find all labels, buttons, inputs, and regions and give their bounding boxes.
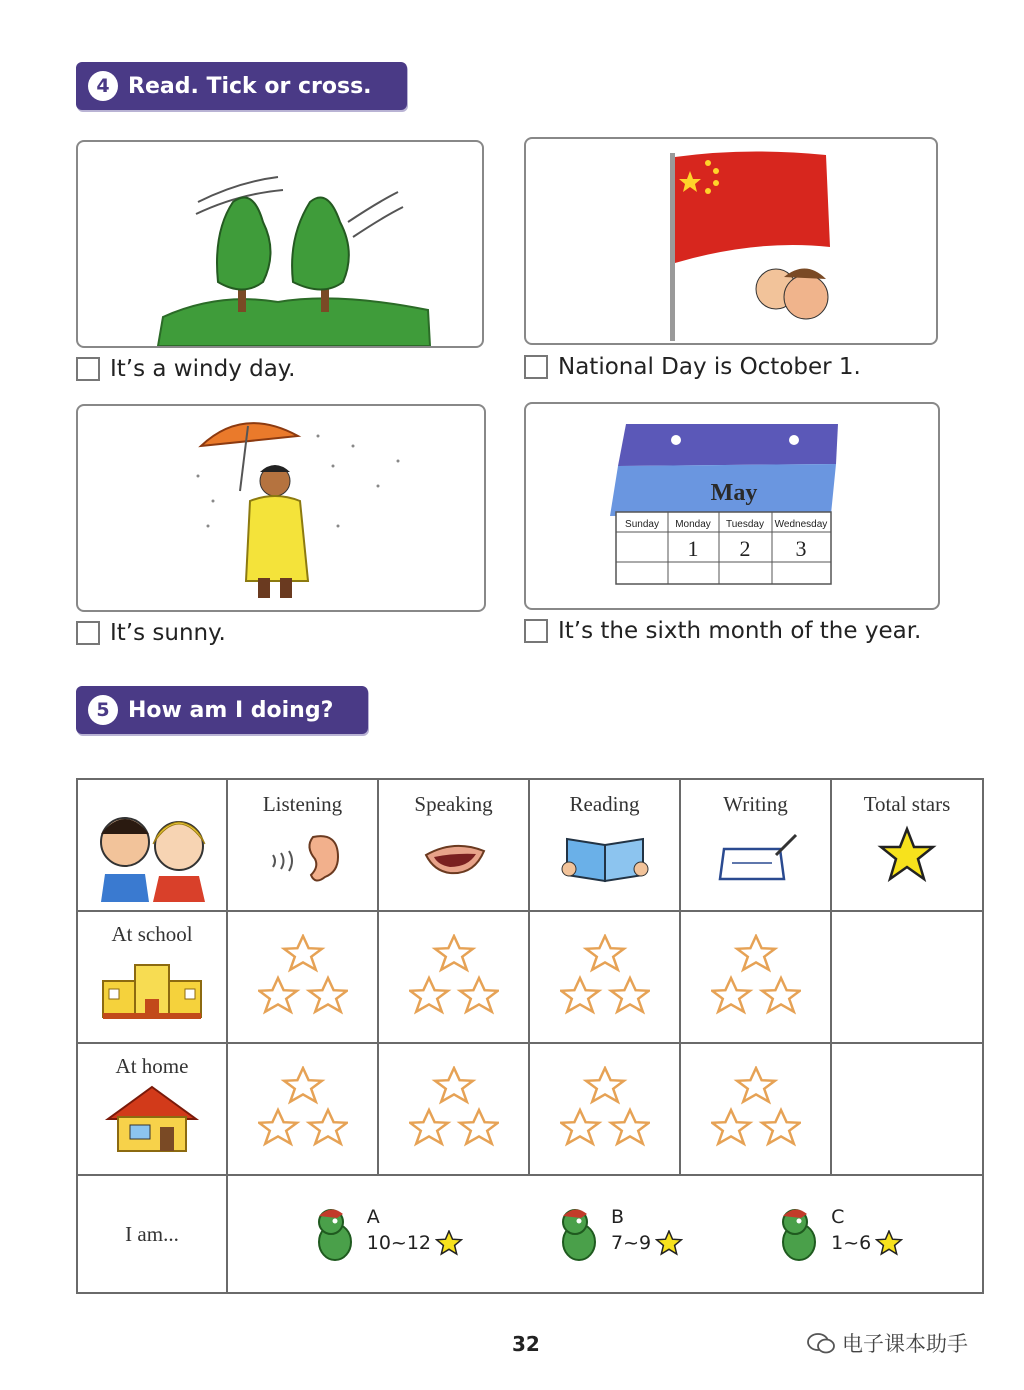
star-icon [877,825,937,885]
star-icon [655,1230,683,1256]
stars-cell [529,1043,680,1175]
rating-star-icon[interactable] [435,936,473,970]
column-header: Total stars [863,792,951,816]
watermark [806,1328,968,1358]
star-icon [875,1230,903,1256]
total-stars-input-cell[interactable] [831,1043,983,1175]
stars-cell [378,911,529,1043]
header-cell [227,779,378,911]
stars-cell [227,911,378,1043]
wechat-icon [806,1330,836,1356]
rating-star-icon[interactable] [611,1110,649,1144]
boy-with-umbrella-illustration [78,406,484,610]
row-label: I am... [125,1221,179,1246]
notebook-icon [706,827,806,887]
school-icon [97,955,207,1021]
star-rating-group [258,1066,348,1148]
tick-box-sixth-month[interactable] [524,619,548,643]
stars-cell [378,1043,529,1175]
rating-star-icon[interactable] [712,978,750,1012]
rating-star-icon[interactable] [410,978,448,1012]
header-cell [831,779,983,911]
book-icon [555,827,655,887]
self-assessment-table [76,778,984,1294]
rating-star-icon[interactable] [284,1068,322,1102]
ear-icon [253,827,353,887]
calendar-month-label: May [710,480,758,506]
caption-sixth-month-text: It’s the sixth month of the year. [558,618,922,644]
mouth-icon [404,827,504,887]
page-number: 32 [512,1332,540,1356]
calendar-illustration [526,404,938,608]
rating-star-icon[interactable] [460,1110,498,1144]
column-header: Writing [723,792,788,816]
flag-picture [524,137,938,345]
tick-box-sunny[interactable] [76,621,100,645]
stars-cell [680,1043,831,1175]
column-header: Speaking [414,792,493,816]
rating-star-icon[interactable] [762,1110,800,1144]
level-range: 10~12 [366,1232,432,1254]
caption-sunny-text: It’s sunny. [110,620,226,646]
tick-box-windy[interactable] [76,357,100,381]
total-stars-input-cell[interactable] [831,911,983,1043]
windy-picture [76,140,484,348]
row-label: At school [111,922,193,946]
calendar-picture [524,402,940,610]
rating-star-icon[interactable] [561,978,599,1012]
rating-star-icon[interactable] [309,1110,347,1144]
rating-star-icon[interactable] [284,936,322,970]
rating-star-icon[interactable] [435,1068,473,1102]
children-picture-cell [77,779,227,911]
column-header: Listening [262,792,343,816]
section-5-header [76,686,368,734]
section-title: How am I doing? [128,697,334,723]
level-option-b[interactable] [551,1204,683,1264]
star-rating-group [409,1066,499,1148]
rating-star-icon[interactable] [561,1110,599,1144]
dinosaur-icon [307,1204,363,1264]
calendar-date: 3 [795,536,807,561]
caption-windy [76,356,295,382]
header-cell [680,779,831,911]
header-cell [378,779,529,911]
rating-star-icon[interactable] [762,978,800,1012]
stars-cell [529,911,680,1043]
caption-national-day [524,354,861,380]
calendar-day-label: Wednesday [774,519,828,530]
calendar-day-label: Sunday [625,519,659,530]
star-rating-group [409,934,499,1016]
level-option-c[interactable] [771,1204,903,1264]
star-icon [435,1230,463,1256]
rating-star-icon[interactable] [712,1110,750,1144]
calendar-date: 2 [739,536,751,561]
row-label: At home [115,1054,189,1078]
rating-star-icon[interactable] [737,936,775,970]
star-rating-group [711,1066,801,1148]
level-grade: C [831,1206,845,1228]
calendar-date: 1 [687,536,699,561]
section-number: 4 [88,71,118,101]
rating-star-icon[interactable] [737,1068,775,1102]
level-grade: B [611,1206,625,1228]
rating-star-icon[interactable] [259,978,297,1012]
level-range: 7~9 [611,1232,652,1254]
rating-star-icon[interactable] [410,1110,448,1144]
row-label-cell [77,1175,227,1293]
column-header: Reading [569,792,640,816]
header-cell [529,779,680,911]
tick-box-national-day[interactable] [524,355,548,379]
rating-star-icon[interactable] [259,1110,297,1144]
caption-windy-text: It’s a windy day. [110,356,296,382]
row-label-cell [77,911,227,1043]
section-title: Read. Tick or cross. [128,73,372,99]
row-label-cell [77,1043,227,1175]
caption-sunny [76,620,226,646]
children-icon [87,794,217,904]
calendar-day-label: Monday [675,519,711,530]
dinosaur-icon [551,1204,607,1264]
house-icon [102,1085,202,1153]
stars-cell [680,911,831,1043]
calendar-day-label: Tuesday [726,519,764,530]
star-rating-group [560,934,650,1016]
level-cell [227,1175,983,1293]
caption-sixth-month [524,618,921,644]
rating-star-icon[interactable] [611,978,649,1012]
caption-national-day-text: National Day is October 1. [558,354,861,380]
stars-cell [227,1043,378,1175]
star-rating-group [258,934,348,1016]
star-rating-group [560,1066,650,1148]
level-grade: A [366,1206,380,1228]
rain-picture [76,404,486,612]
level-range: 1~6 [831,1232,872,1254]
section-4-header [76,62,407,110]
star-rating-group [711,934,801,1016]
rating-star-icon[interactable] [586,1068,624,1102]
rating-star-icon[interactable] [586,936,624,970]
rating-star-icon[interactable] [309,978,347,1012]
watermark-text: 电子课本助手 [842,1332,968,1356]
section-number: 5 [88,695,118,725]
dinosaur-icon [771,1204,827,1264]
windy-trees-illustration [78,142,482,346]
level-option-a[interactable] [307,1204,463,1264]
national-flag-illustration [526,139,936,343]
rating-star-icon[interactable] [460,978,498,1012]
